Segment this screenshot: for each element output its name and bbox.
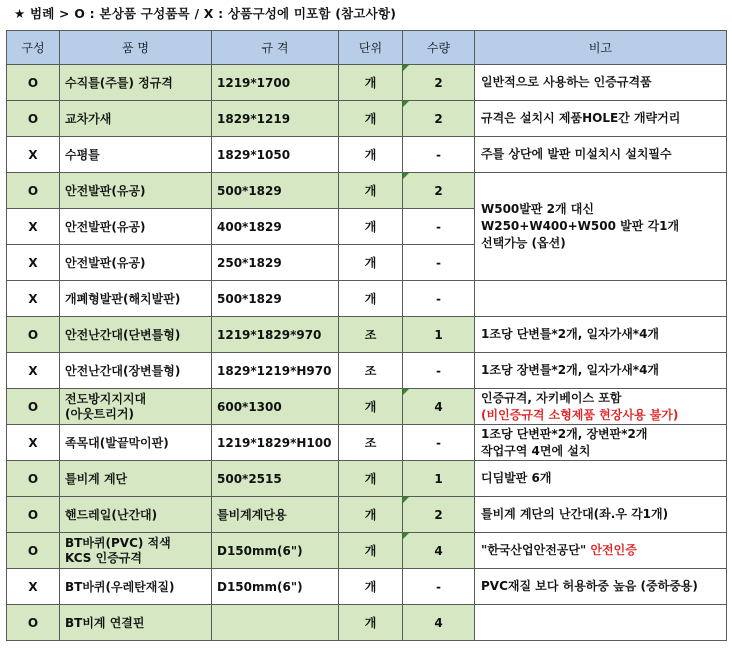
- qty-value: 2: [434, 183, 443, 198]
- cell-comp: X: [7, 245, 60, 281]
- table-row: [7, 533, 727, 569]
- cell-comp: X: [7, 569, 60, 605]
- cell-comp: O: [7, 65, 60, 101]
- qty-value: 2: [434, 75, 443, 90]
- header-note: 비고: [475, 31, 727, 65]
- cell-unit: 개: [339, 461, 403, 497]
- cell-unit: 조: [339, 317, 403, 353]
- table-row: [7, 137, 727, 173]
- cell-unit: 개: [339, 497, 403, 533]
- cell-unit: 개: [339, 173, 403, 209]
- cell-name: 안전발판(유공): [60, 245, 212, 281]
- note-org: "한국산업안전공단": [481, 543, 587, 557]
- cell-unit: 개: [339, 389, 403, 425]
- cell-name: 수평틀: [60, 137, 212, 173]
- cell-qty: -: [403, 569, 475, 605]
- cell-marker: [403, 65, 409, 71]
- cell-note: [475, 389, 727, 425]
- cell-unit: 개: [339, 569, 403, 605]
- cell-unit: 개: [339, 65, 403, 101]
- component-table: [6, 30, 727, 641]
- cell-name: [60, 389, 212, 425]
- cell-comp: O: [7, 533, 60, 569]
- cell-marker: [403, 173, 409, 179]
- cell-note: 디딤발판 6개: [475, 461, 727, 497]
- cell-name: 핸드레일(난간대): [60, 497, 212, 533]
- cell-comp: X: [7, 209, 60, 245]
- cell-qty: -: [403, 353, 475, 389]
- cell-comp: X: [7, 425, 60, 461]
- cell-comp: X: [7, 353, 60, 389]
- cell-qty: [403, 389, 475, 425]
- table-row: [7, 317, 727, 353]
- cell-spec: 500*2515: [212, 461, 339, 497]
- table-row: [7, 605, 727, 641]
- qty-value: 4: [434, 543, 443, 558]
- note-line2: 작업구역 4면에 설치: [481, 443, 591, 458]
- cell-unit: 개: [339, 209, 403, 245]
- cell-unit: 개: [339, 281, 403, 317]
- cell-note: 규격은 설치시 제품HOLE간 개략거리: [475, 101, 727, 137]
- cell-name: 틀비계 계단: [60, 461, 212, 497]
- cell-qty: [403, 101, 475, 137]
- table-header: [7, 31, 727, 65]
- merged-note-line3: 선택가능 (옵션): [481, 236, 566, 250]
- cell-marker: [403, 101, 409, 107]
- cell-spec: 1219*1829*970: [212, 317, 339, 353]
- table-row: [7, 101, 727, 137]
- cell-unit: 조: [339, 425, 403, 461]
- note-line2-warning: (비인증규격 소형제품 현장사용 불가): [481, 407, 679, 422]
- cell-comp: X: [7, 281, 60, 317]
- header-name: 품 명: [60, 31, 212, 65]
- cell-comp: X: [7, 137, 60, 173]
- merged-note-line2: W250+W400+W500 발판 각1개: [481, 219, 680, 233]
- cell-name: 교차가새: [60, 101, 212, 137]
- cell-note: 일반적으로 사용하는 인증규격품: [475, 65, 727, 101]
- cell-unit: 개: [339, 605, 403, 641]
- cell-name: 안전발판(유공): [60, 173, 212, 209]
- cell-unit: 조: [339, 353, 403, 389]
- cell-marker: [403, 497, 409, 503]
- table-row: [7, 281, 727, 317]
- cell-comp: O: [7, 101, 60, 137]
- cell-note: [475, 533, 727, 569]
- cell-spec: 250*1829: [212, 245, 339, 281]
- cell-note: [475, 425, 727, 461]
- cell-comp: O: [7, 389, 60, 425]
- cell-qty: 1: [403, 317, 475, 353]
- cell-spec: 600*1300: [212, 389, 339, 425]
- header-qty: 수량: [403, 31, 475, 65]
- cell-spec: D150mm(6"): [212, 533, 339, 569]
- cell-unit: 개: [339, 533, 403, 569]
- cell-note-merged: [475, 173, 727, 281]
- cell-name: BT바퀴(우레탄재질): [60, 569, 212, 605]
- cell-spec: 1829*1050: [212, 137, 339, 173]
- cell-note: 1조당 단변틀*2개, 일자가새*4개: [475, 317, 727, 353]
- note-cert: 안전인증: [590, 543, 637, 557]
- cell-unit: 개: [339, 137, 403, 173]
- cell-spec: 500*1829: [212, 281, 339, 317]
- cell-note: [475, 605, 727, 641]
- cell-marker: [403, 533, 409, 539]
- cell-spec: 500*1829: [212, 173, 339, 209]
- cell-name: 족목대(발끝막이판): [60, 425, 212, 461]
- note-line1: 1조당 단변판*2개, 장변판*2개: [481, 426, 648, 441]
- cell-name: 개폐형발판(해치발판): [60, 281, 212, 317]
- cell-qty: [403, 173, 475, 209]
- table-row: [7, 389, 727, 425]
- cell-comp: O: [7, 461, 60, 497]
- cell-note: [475, 281, 727, 317]
- cell-unit: 개: [339, 101, 403, 137]
- cell-spec: 1219*1700: [212, 65, 339, 101]
- cell-qty: [403, 65, 475, 101]
- table-row: [7, 173, 727, 209]
- cell-qty: 4: [403, 605, 475, 641]
- table-row: [7, 425, 727, 461]
- cell-spec: 1829*1219*H970: [212, 353, 339, 389]
- cell-note: PVC재질 보다 허용하중 높음 (중하중용): [475, 569, 727, 605]
- cell-qty: -: [403, 245, 475, 281]
- cell-qty: -: [403, 209, 475, 245]
- cell-qty: [403, 497, 475, 533]
- cell-qty: -: [403, 425, 475, 461]
- name-line2: (아웃트리거): [65, 406, 134, 421]
- qty-value: 2: [434, 111, 443, 126]
- cell-name: 안전발판(유공): [60, 209, 212, 245]
- cell-name: [60, 533, 212, 569]
- cell-name: BT비계 연결핀: [60, 605, 212, 641]
- cell-note: 1조당 장변틀*2개, 일자가새*4개: [475, 353, 727, 389]
- note-line1: 인증규격, 자키베이스 포함: [481, 390, 622, 405]
- qty-value: 4: [434, 399, 443, 414]
- cell-comp: O: [7, 173, 60, 209]
- name-line1: BT바퀴(PVC) 적색: [65, 535, 171, 550]
- cell-comp: O: [7, 317, 60, 353]
- cell-spec: 400*1829: [212, 209, 339, 245]
- name-line1: 전도방지지지대: [65, 391, 147, 406]
- cell-spec: [212, 605, 339, 641]
- header-spec: 규 격: [212, 31, 339, 65]
- legend-text: ★ 범례 > O : 본상품 구성품목 / X : 상품구성에 미포함 (참고사항): [14, 6, 397, 21]
- cell-unit: 개: [339, 245, 403, 281]
- name-line2: KCS 인증규격: [65, 550, 142, 565]
- table-row: [7, 569, 727, 605]
- cell-spec: 1829*1219: [212, 101, 339, 137]
- cell-note: 틀비계 계단의 난간대(좌.우 각1개): [475, 497, 727, 533]
- cell-qty: [403, 533, 475, 569]
- cell-comp: O: [7, 497, 60, 533]
- cell-spec: D150mm(6"): [212, 569, 339, 605]
- cell-name: 안전난간대(장변틀형): [60, 353, 212, 389]
- cell-name: 수직틀(주틀) 정규격: [60, 65, 212, 101]
- cell-marker: [403, 389, 409, 395]
- qty-value: 2: [434, 507, 443, 522]
- cell-name: 안전난간대(단변틀형): [60, 317, 212, 353]
- header-comp: 구성: [7, 31, 60, 65]
- header-unit: 단위: [339, 31, 403, 65]
- table-row: [7, 497, 727, 533]
- cell-comp: O: [7, 605, 60, 641]
- table-row: [7, 65, 727, 101]
- cell-note: 주틀 상단에 발판 미설치시 설치필수: [475, 137, 727, 173]
- cell-qty: 1: [403, 461, 475, 497]
- cell-qty: -: [403, 281, 475, 317]
- table-row: [7, 461, 727, 497]
- merged-note-line1: W500발판 2개 대신: [481, 202, 594, 216]
- cell-qty: -: [403, 137, 475, 173]
- cell-spec: 1219*1829*H100: [212, 425, 339, 461]
- table-row: [7, 353, 727, 389]
- cell-spec: 틀비계계단용: [212, 497, 339, 533]
